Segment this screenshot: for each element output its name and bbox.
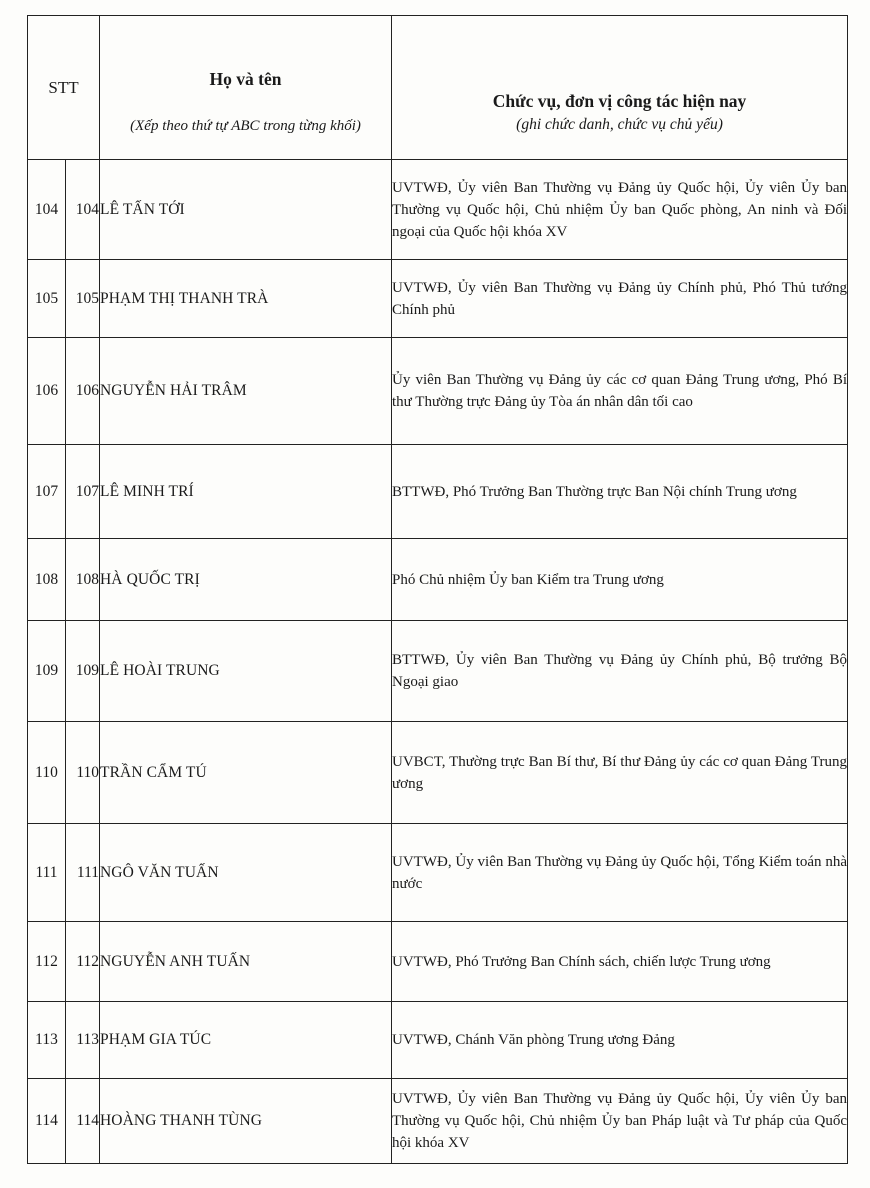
row-index-secondary: 111 — [66, 824, 100, 922]
row-index: 105 — [28, 260, 66, 338]
table-row — [28, 722, 848, 824]
row-role: UVTWĐ, Chánh Văn phòng Trung ương Đảng — [392, 1002, 848, 1079]
table-row — [28, 539, 848, 621]
row-role: Phó Chủ nhiệm Ủy ban Kiểm tra Trung ương — [392, 539, 848, 621]
candidate-table — [27, 15, 848, 1164]
row-index: 113 — [28, 1002, 66, 1079]
row-role: UVTWĐ, Ủy viên Ban Thường vụ Đảng ủy Quốc hội, Ủy viên Ủy ban Thường vụ Quốc hội, Chủ nhiệm Ủy ban Quốc phòng, An ninh và Đối ngoại của Quốc hội khóa XV — [392, 160, 848, 260]
row-index-secondary: 104 — [66, 160, 100, 260]
table-row — [28, 1002, 848, 1079]
row-name: LÊ MINH TRÍ — [100, 445, 392, 539]
row-role: UVTWĐ, Ủy viên Ban Thường vụ Đảng ủy Quốc hội, Tổng Kiểm toán nhà nước — [392, 824, 848, 922]
row-role: Ủy viên Ban Thường vụ Đảng ủy các cơ quan Đảng Trung ương, Phó Bí thư Thường trực Đảng ủy Tòa án nhân dân tối cao — [392, 338, 848, 445]
row-name: NGUYỄN HẢI TRÂM — [100, 338, 392, 445]
header-name-title: Họ và tên — [209, 68, 282, 89]
row-index-secondary: 110 — [66, 722, 100, 824]
row-index: 110 — [28, 722, 66, 824]
row-index: 114 — [28, 1079, 66, 1164]
row-index-secondary: 107 — [66, 445, 100, 539]
row-index-secondary: 109 — [66, 621, 100, 722]
header-stt: STT — [28, 16, 100, 160]
row-role: BTTWĐ, Phó Trưởng Ban Thường trực Ban Nội chính Trung ương — [392, 445, 848, 539]
row-role: UVTWĐ, Ủy viên Ban Thường vụ Đảng ủy Quốc hội, Ủy viên Ủy ban Thường vụ Quốc hội, Chủ nhiệm Ủy ban Pháp luật và Tư pháp của Quốc hội khóa XV — [392, 1079, 848, 1164]
row-index-secondary: 114 — [66, 1079, 100, 1164]
header-name-note: (Xếp theo thứ tự ABC trong từng khối) — [130, 117, 361, 134]
row-name: NGÔ VĂN TUẤN — [100, 824, 392, 922]
row-index-secondary: 105 — [66, 260, 100, 338]
header-role-cell — [392, 16, 848, 160]
row-index: 109 — [28, 621, 66, 722]
table-row — [28, 621, 848, 722]
table-row — [28, 338, 848, 445]
row-name: LÊ TẤN TỚI — [100, 160, 392, 260]
row-role: UVTWĐ, Phó Trưởng Ban Chính sách, chiến lược Trung ương — [392, 922, 848, 1002]
header-role-title: Chức vụ, đơn vị công tác hiện nay — [492, 91, 747, 111]
table-row — [28, 1079, 848, 1164]
table-row — [28, 445, 848, 539]
row-index-secondary: 113 — [66, 1002, 100, 1079]
table-row — [28, 824, 848, 922]
row-name: PHẠM THỊ THANH TRÀ — [100, 260, 392, 338]
row-name: TRẦN CẨM TÚ — [100, 722, 392, 824]
row-role: BTTWĐ, Ủy viên Ban Thường vụ Đảng ủy Chính phủ, Bộ trưởng Bộ Ngoại giao — [392, 621, 848, 722]
row-index: 104 — [28, 160, 66, 260]
row-name: PHẠM GIA TÚC — [100, 1002, 392, 1079]
row-index: 106 — [28, 338, 66, 445]
row-index: 112 — [28, 922, 66, 1002]
row-name: HOÀNG THANH TÙNG — [100, 1079, 392, 1164]
table-row — [28, 260, 848, 338]
row-index-secondary: 106 — [66, 338, 100, 445]
table-row — [28, 160, 848, 260]
row-role: UVTWĐ, Ủy viên Ban Thường vụ Đảng ủy Chính phủ, Phó Thủ tướng Chính phủ — [392, 260, 848, 338]
row-index-secondary: 112 — [66, 922, 100, 1002]
row-name: NGUYỄN ANH TUẤN — [100, 922, 392, 1002]
row-name: HÀ QUỐC TRỊ — [100, 539, 392, 621]
table-row — [28, 922, 848, 1002]
row-name: LÊ HOÀI TRUNG — [100, 621, 392, 722]
header-role-note: (ghi chức danh, chức vụ chủ yếu) — [516, 116, 723, 133]
header-name-cell — [100, 16, 392, 160]
row-index: 111 — [28, 824, 66, 922]
row-index-secondary: 108 — [66, 539, 100, 621]
row-index: 107 — [28, 445, 66, 539]
row-index: 108 — [28, 539, 66, 621]
table-header-row — [28, 16, 848, 160]
row-role: UVBCT, Thường trực Ban Bí thư, Bí thư Đảng ủy các cơ quan Đảng Trung ương — [392, 722, 848, 824]
